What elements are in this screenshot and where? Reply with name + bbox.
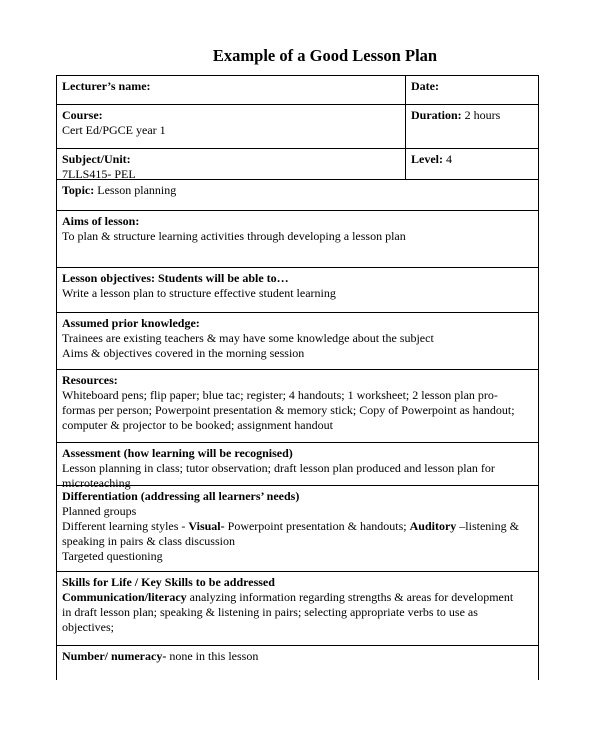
communication-text: analyzing information regarding strengths & areas for development [186,590,514,604]
learning-styles-text: Different learning styles - [62,519,189,533]
subject-label: Subject/Unit: [62,152,131,166]
visual-label: Visual- [188,519,225,533]
skills-line-1 [62,590,533,605]
lesson-plan-table [56,75,539,680]
skills-line-2: in draft lesson plan; speaking & listening in pairs; selecting appropriate verbs to use as [62,605,478,619]
numeracy-row [56,646,539,680]
differentiation-cell [57,486,538,564]
numeracy-value: none in this lesson [166,649,259,663]
aims-row [56,211,539,268]
lecturer-row [56,75,539,105]
subject-value: 7LLS415- PEL [62,167,136,181]
resources-row [56,370,539,443]
differentiation-row [56,486,539,572]
skills-line-3: objectives; [62,620,114,634]
aims-label: Aims of lesson: [62,214,140,228]
assessment-cell [57,443,538,491]
topic-cell [57,180,538,198]
duration-label: Duration: [411,108,462,122]
duration-cell [406,105,538,148]
resources-line-2: formas per person; Powerpoint presentation & memory stick; Copy of Powerpoint as handout; [62,403,515,417]
course-value: Cert Ed/PGCE year 1 [62,123,166,137]
differentiation-line-2 [62,519,533,534]
duration-value: 2 hours [464,108,501,122]
prior-knowledge-line-1: Trainees are existing teachers & may have some knowledge about the subject [62,331,434,345]
lecturer-label: Lecturer’s name: [62,79,151,93]
skills-cell [57,572,538,635]
resources-label: Resources: [62,373,118,387]
assessment-row [56,443,539,490]
communication-label: Communication/literacy [62,590,187,604]
skills-row [56,572,539,646]
differentiation-line-3: speaking in pairs & class discussion [62,534,235,548]
topic-row [56,180,539,211]
skills-label: Skills for Life / Key Skills to be addressed [62,575,275,589]
level-cell [406,149,538,179]
page-title: Example of a Good Lesson Plan [212,46,438,65]
prior-knowledge-label: Assumed prior knowledge: [62,316,200,330]
visual-text: Powerpoint presentation & handouts; [224,519,410,533]
lecturer-cell [57,76,406,104]
date-cell [406,76,538,104]
subject-cell [57,149,406,179]
prior-knowledge-line-2: Aims & objectives covered in the morning session [62,346,305,360]
topic-label: Topic: [62,183,95,197]
differentiation-line-1: Planned groups [62,504,137,518]
prior-knowledge-row [56,313,539,370]
objectives-value: Write a lesson plan to structure effective student learning [62,286,336,300]
resources-line-1: Whiteboard pens; flip paper; blue tac; register; 4 handouts; 1 worksheet; 2 lesson plan pro- [62,388,498,402]
subject-row [56,149,539,180]
course-cell [57,105,406,148]
differentiation-line-4: Targeted questioning [62,549,163,563]
topic-value: Lesson planning [97,183,177,197]
resources-cell [57,370,538,433]
course-label: Course: [62,108,103,122]
assessment-label: Assessment (how learning will be recognised) [62,446,293,460]
auditory-label: Auditory [409,519,457,533]
aims-value: To plan & structure learning activities through developing a lesson plan [62,229,406,243]
prior-knowledge-cell [57,313,538,361]
assessment-line-2: microteaching [62,476,131,490]
level-label: Level: [411,152,443,166]
objectives-label: Lesson objectives: Students will be able to… [62,271,289,285]
course-row [56,105,539,149]
objectives-row [56,268,539,313]
numeracy-label: Number/ numeracy- [62,649,167,663]
differentiation-label: Differentiation (addressing all learners’ needs) [62,489,300,503]
aims-cell [57,211,538,244]
auditory-text: –listening & [456,519,519,533]
numeracy-cell [57,646,538,664]
resources-line-3: computer & projector to be booked; assignment handout [62,418,333,432]
assessment-line-1: Lesson planning in class; tutor observation; draft lesson plan produced and lesson plan for [62,461,495,475]
date-label: Date: [411,79,439,93]
objectives-cell [57,268,538,301]
level-value: 4 [446,152,452,166]
